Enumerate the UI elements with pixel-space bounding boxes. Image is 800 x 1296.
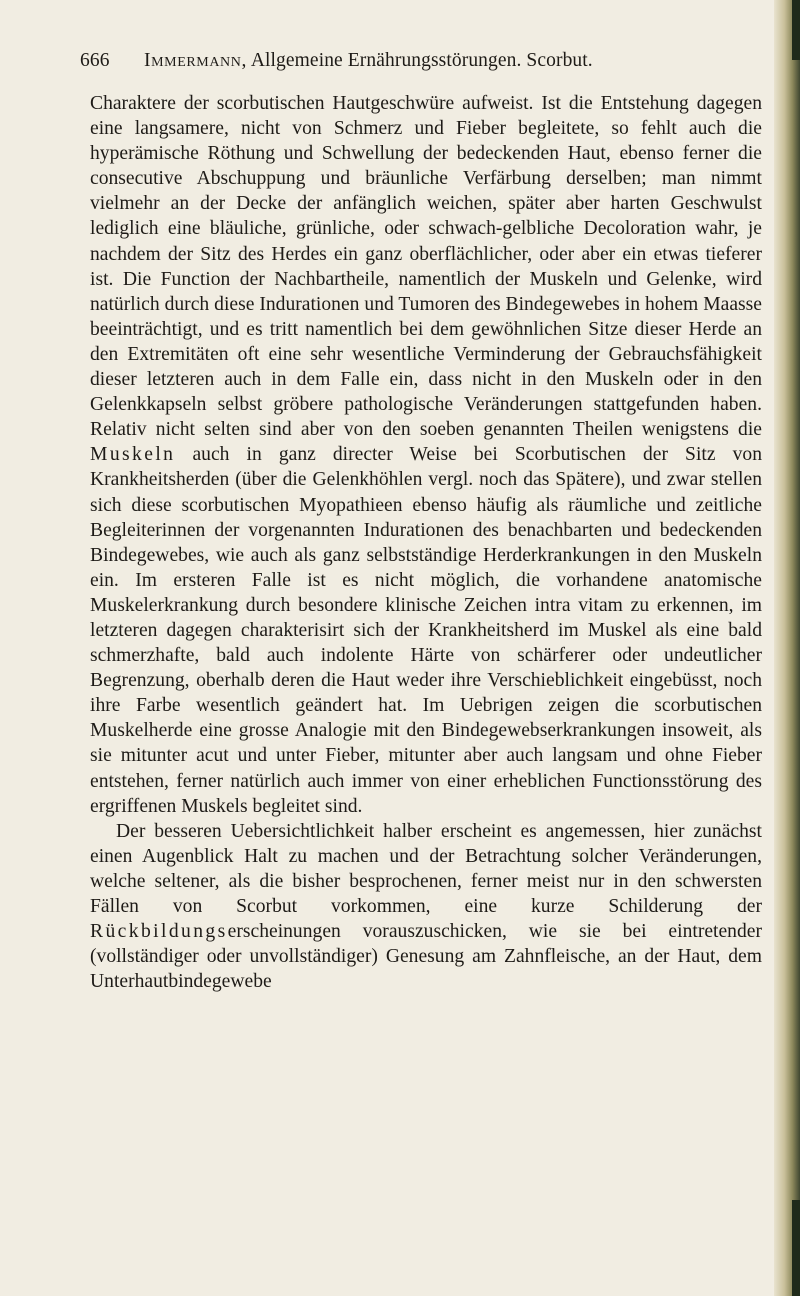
page-edge — [774, 0, 800, 1296]
paragraph — [90, 91, 762, 819]
chapter-title: Allgemeine Ernährungsstörungen. Scorbut. — [250, 50, 593, 71]
body-text — [90, 91, 762, 994]
page-number: 666 — [80, 50, 110, 71]
running-title — [144, 50, 593, 72]
page-edge-shadow — [792, 1200, 800, 1296]
emphasis-muskeln: Muskeln — [90, 444, 176, 466]
paragraph-text: auch in ganz directer Weise bei Scorbutischen der Sitz von Krankheitsherden (über die Gelenkhöhlen vergl. noch das Spätere), und zwar stellen sich diese scorbutischen Myopathieen ebenso häufig als räumliche und zeitliche Begleiterinnen der vorgenannten Indurationen des benachbarten und bedeckenden Bindegewebes, wie auch als ganz selbstständige Herderkrankungen in den Muskeln ein. Im ersteren Falle ist es nicht möglich, die vorhandene anatomische Muskelerkrankung durch besondere klinische Zeichen intra vitam zu erkennen, im letzteren dagegen charakterisirt sich der Krankheitsherd im Muskel als eine bald schmerzhafte, bald auch indolente Härte von schärferer oder undeutlicher Begrenzung, oberhalb deren die Haut weder ihre Verschieblichkeit eingebüsst, noch ihre Farbe wesentlich geändert hat. Im Uebrigen zeigen die scorbutischen Muskelherde eine grosse Analogie mit den Bindegewebserkrankungen insoweit, als sie mitunter acut und unter Fieber, mitunter aber auch langsam und ohne Fieber entstehen, ferner natürlich auch immer von einer erheblichen Functionsstörung des ergriffenen Muskels begleitet sind. — [90, 444, 762, 817]
running-header — [80, 50, 770, 76]
paragraph-text: Charaktere der scorbutischen Hautgeschwüre aufweist. Ist die Entstehung dagegen eine langsamere, nicht von Schmerz und Fieber begleitete, so fehlt auch die hyperämische Röthung und Schwellung der bedeckenden Haut, ebenso ferner die consecutive Abschuppung und bräunliche Verfärbung derselben; man nimmt vielmehr an der Decke der anfänglich weichen, später aber harten Geschwulst lediglich eine bläuliche, grünliche, oder schwach-gelbliche Decoloration wahr, je nachdem der Sitz des Herdes ein ganz oberflächlicher, oder aber ein etwas tieferer ist. Die Function der Nachbartheile, namentlich der Muskeln und Gelenke, wird natürlich durch diese Indurationen und Tumoren des Bindegewebes in hohem Maasse beeinträchtigt, und es tritt namentlich bei dem gewöhnlichen Sitze dieser Herde an den Extremitäten oft eine sehr wesentliche Verminderung der Gebrauchsfähigkeit dieser letzteren auch in dem Falle ein, dass nicht in den Muskeln oder in den Gelenkkapseln selbst gröbere pathologische Veränderungen stattgefunden haben. Relativ nicht selten sind aber von den soeben genannten Theilen wenigstens die — [90, 93, 762, 441]
paragraph-text: erscheinungen vorauszuschicken, wie sie bei eintretender (vollständiger oder unvollständiger) Genesung am Zahnfleische, an der Haut, dem Unterhautbindegewebe — [90, 921, 762, 993]
page-edge-shadow — [792, 0, 800, 60]
author-name: Immermann, — [144, 50, 247, 71]
paragraph-text: Der besseren Uebersichtlichkeit halber erscheint es angemessen, hier zunächst einen Augenblick Halt zu machen und der Betrachtung solcher Veränderungen, welche seltener, als die bisher besprochenen, ferner meist nur in den schwersten Fällen von Scorbut vorkommen, eine kurze Schilderung der — [90, 820, 762, 917]
paragraph — [90, 819, 762, 995]
emphasis-rueckbildungs: Rückbildungs — [90, 921, 228, 943]
